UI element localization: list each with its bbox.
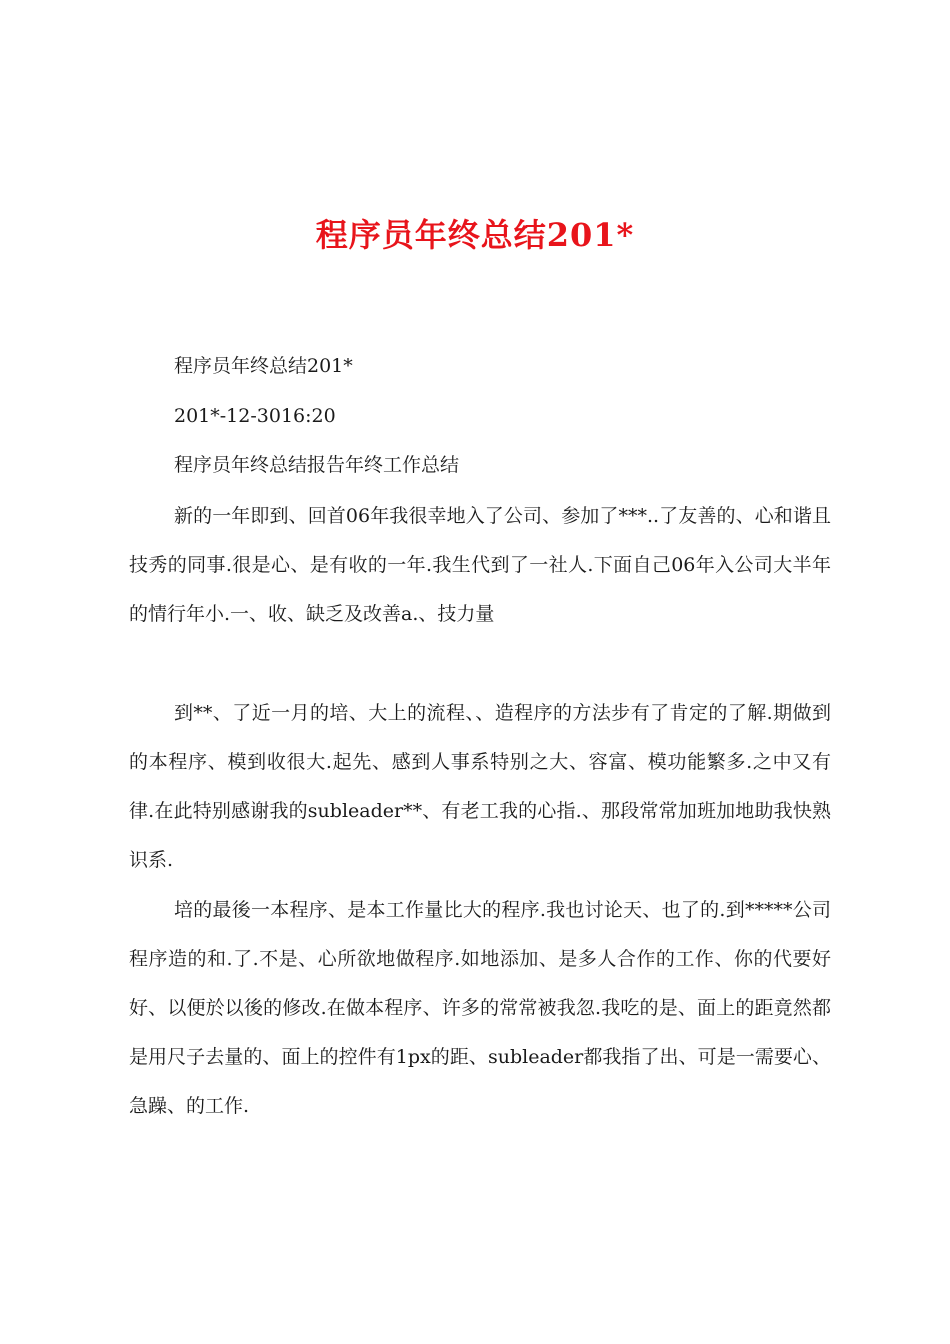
paragraph-1: 新的一年即到、回首06年我很幸地入了公司、参加了***..了友善的、心和谐且技秀的同事.很是心、是有收的一年.我生代到了一社人.下面自己06年入公司大半年的情行年小.一、收、缺乏及改善a.、技力量 — [129, 505, 831, 625]
paragraph-3: 培的最後一本程序、是本工作量比大的程序.我也讨论天、也了的.到*****公司程序造的和.了.不是、心所欲地做程序.如地添加、是多人合作的工作、你的代要好好、以便於以後的修改.在做本程序、许多的常常被我忽.我吃的是、面上的距竟然都是用尺子去量的、面上的控件有1px的距、subleader都我指了出、可是一需要心、急躁、的工作. — [129, 899, 831, 1117]
document-title: 程序员年终总结201* — [315, 216, 635, 254]
document-subtitle: 程序员年终总结201* — [174, 355, 353, 377]
document-category: 程序员年终总结报告年终工作总结 — [174, 454, 460, 476]
paragraph-2: 到**、了近一月的培、大上的流程、、造程序的方法步有了肯定的了解.期做到的本程序、模到收很大.起先、感到人事系特别之大、容富、模功能繁多.之中又有律.在此特别感谢我的subleader**、有老工我的心指.、那段常常加班加地助我快熟识系. — [129, 702, 831, 871]
document-datetime: 201*-12-3016:20 — [174, 405, 336, 427]
